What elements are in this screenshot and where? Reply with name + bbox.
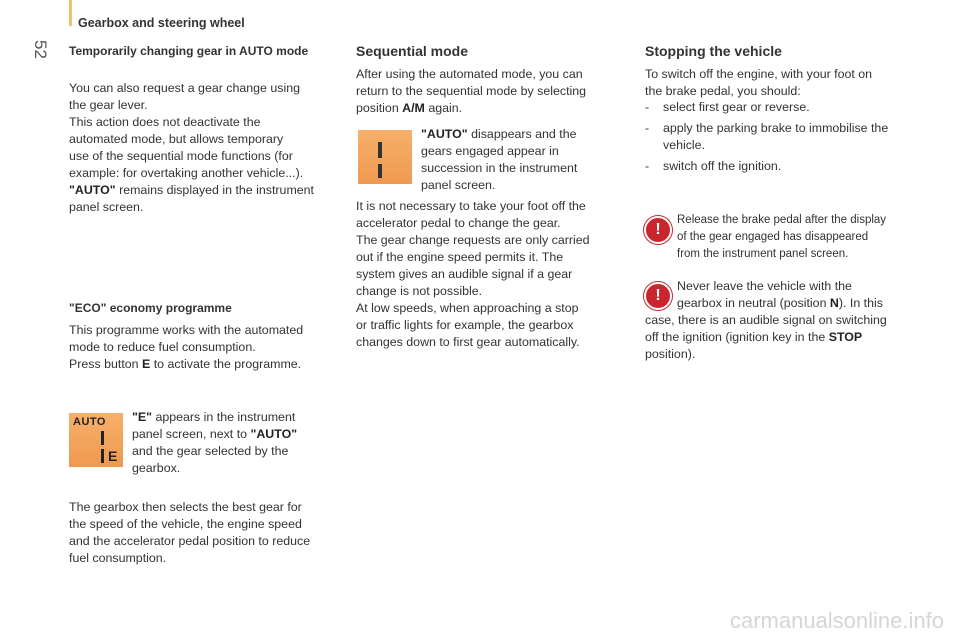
bullet-text: apply the parking brake to immobilise the [663,121,889,135]
warning-icon: ! [644,282,672,310]
text-line: At low speeds, when approaching a stop [356,301,579,315]
gear-bar-icon [101,449,104,463]
bold-text: "E" [132,410,153,424]
page-number: 52 [31,40,50,59]
text-line: fuel consumption. [69,551,167,565]
bold-text: "AUTO" [421,127,468,141]
gear-bar-icon [101,431,104,445]
key-label: N [829,296,839,310]
text-span: position [356,101,403,115]
stopping-bullets [645,99,920,175]
auto-paragraph [69,80,349,216]
text-line: This programme works with the automated [69,323,304,337]
text-line: You can also request a gear change using [69,81,301,95]
text-line: change is not possible. [356,284,483,298]
gear-display-icon [358,130,412,184]
text-line [645,329,925,346]
text-span: Press button [69,357,143,371]
text-line [132,426,332,443]
text-line [421,126,621,143]
eco-display-icon [69,413,123,467]
text-span: ). In this [838,296,883,310]
text-span: appears in the instrument [152,410,296,424]
sub-heading-eco: "ECO" economy programme [69,301,232,315]
warning-text-2-cont [645,312,925,363]
text-line: gearbox. [132,461,181,475]
stopping-vehicle-heading: Stopping the vehicle [645,43,782,59]
text-span: remains displayed in the instrument [115,183,314,197]
bullet-item [645,158,920,175]
stopping-intro [645,66,920,100]
bullet-dash: - [645,159,650,173]
text-line: position). [645,347,696,361]
text-line: This action does not deactivate the [69,115,261,129]
text-span: again. [424,101,463,115]
text-line: of the gear engaged has disappeared [677,231,869,243]
warning-text-1 [677,212,927,263]
text-line: accelerator pedal to change the gear. [356,216,561,230]
sequential-intro [356,66,626,117]
gear-bar-icon [378,142,382,158]
bullet-text: switch off the ignition. [663,159,782,173]
text-line: changes down to first gear automatically. [356,335,580,349]
watermark: carmanualsonline.info [729,608,944,633]
bullet-dash: - [645,100,650,114]
text-line [677,295,927,312]
bullet-item [645,120,920,137]
eco-e-label: E [108,448,118,464]
text-line: To switch off the engine, with your foot on [645,67,873,81]
text-line: Release the brake pedal after the display [677,214,887,226]
text-line: out if the engine speed permits it. The [356,250,564,264]
text-line: or traffic lights for example, the gearbox [356,318,574,332]
header-accent-bar [69,0,72,26]
bold-text: "AUTO" [250,427,298,441]
text-line: the brake pedal, you should: [645,84,801,98]
text-line: The gear change requests are only carried [356,233,590,247]
bullet-text: select first gear or reverse. [663,100,810,114]
text-span: off the ignition (ignition key in the [645,330,829,344]
warning-text-2 [677,278,927,312]
key-label: STOP [828,330,863,344]
gearbox-paragraph [69,499,354,567]
text-line: After using the automated mode, you can [356,67,583,81]
text-line: the gear lever. [69,98,148,112]
text-line: system gives an audible signal if a gear [356,267,573,281]
warning-icon: ! [644,216,672,244]
text-line [356,100,626,117]
text-line: use of the sequential mode functions (for [69,149,293,163]
sequential-icon-text [421,126,621,194]
text-line: Never leave the vehicle with the [677,279,852,293]
sequential-mode-heading: Sequential mode [356,43,469,59]
text-line: panel screen. [421,178,496,192]
text-line [132,409,332,426]
key-label: A/M [402,101,425,115]
auto-label: AUTO [73,416,106,428]
key-label: E [142,357,151,371]
bold-text: "AUTO" [69,183,116,197]
bullet-item-continued: vehicle. [663,138,706,152]
text-span: gearbox in neutral (position [677,296,830,310]
text-line: It is not necessary to take your foot off the [356,199,586,213]
gear-bar-icon [378,164,382,178]
eco-icon-text [132,409,332,477]
eco-paragraph [69,322,349,373]
text-span: to activate the programme. [150,357,302,371]
text-span: panel screen, next to [132,427,251,441]
text-line: gears engaged appear in [421,144,559,158]
text-line [69,182,349,199]
text-line: from the instrument panel screen. [677,248,849,260]
text-line [69,356,349,373]
text-line: automated mode, but allows temporary [69,132,284,146]
sub-heading-auto: Temporarily changing gear in AUTO mode [69,44,309,58]
text-line: the speed of the vehicle, the engine speed [69,517,302,531]
text-line: succession in the instrument [421,161,578,175]
bullet-item [645,99,920,116]
text-line: and the gear selected by the [132,444,289,458]
text-line: panel screen. [69,200,144,214]
text-line: mode to reduce fuel consumption. [69,340,256,354]
text-line: return to the sequential mode by selecting [356,84,587,98]
text-line: and the accelerator pedal position to reduce [69,534,311,548]
text-line: example: for overtaking another vehicle...). [69,166,304,180]
text-line: case, there is an audible signal on switching [645,313,887,327]
bullet-dash: - [645,121,650,135]
text-line: The gearbox then selects the best gear for [69,500,302,514]
section-title: Gearbox and steering wheel [78,16,245,30]
sequential-paragraph [356,198,631,351]
text-span: disappears and the [467,127,577,141]
